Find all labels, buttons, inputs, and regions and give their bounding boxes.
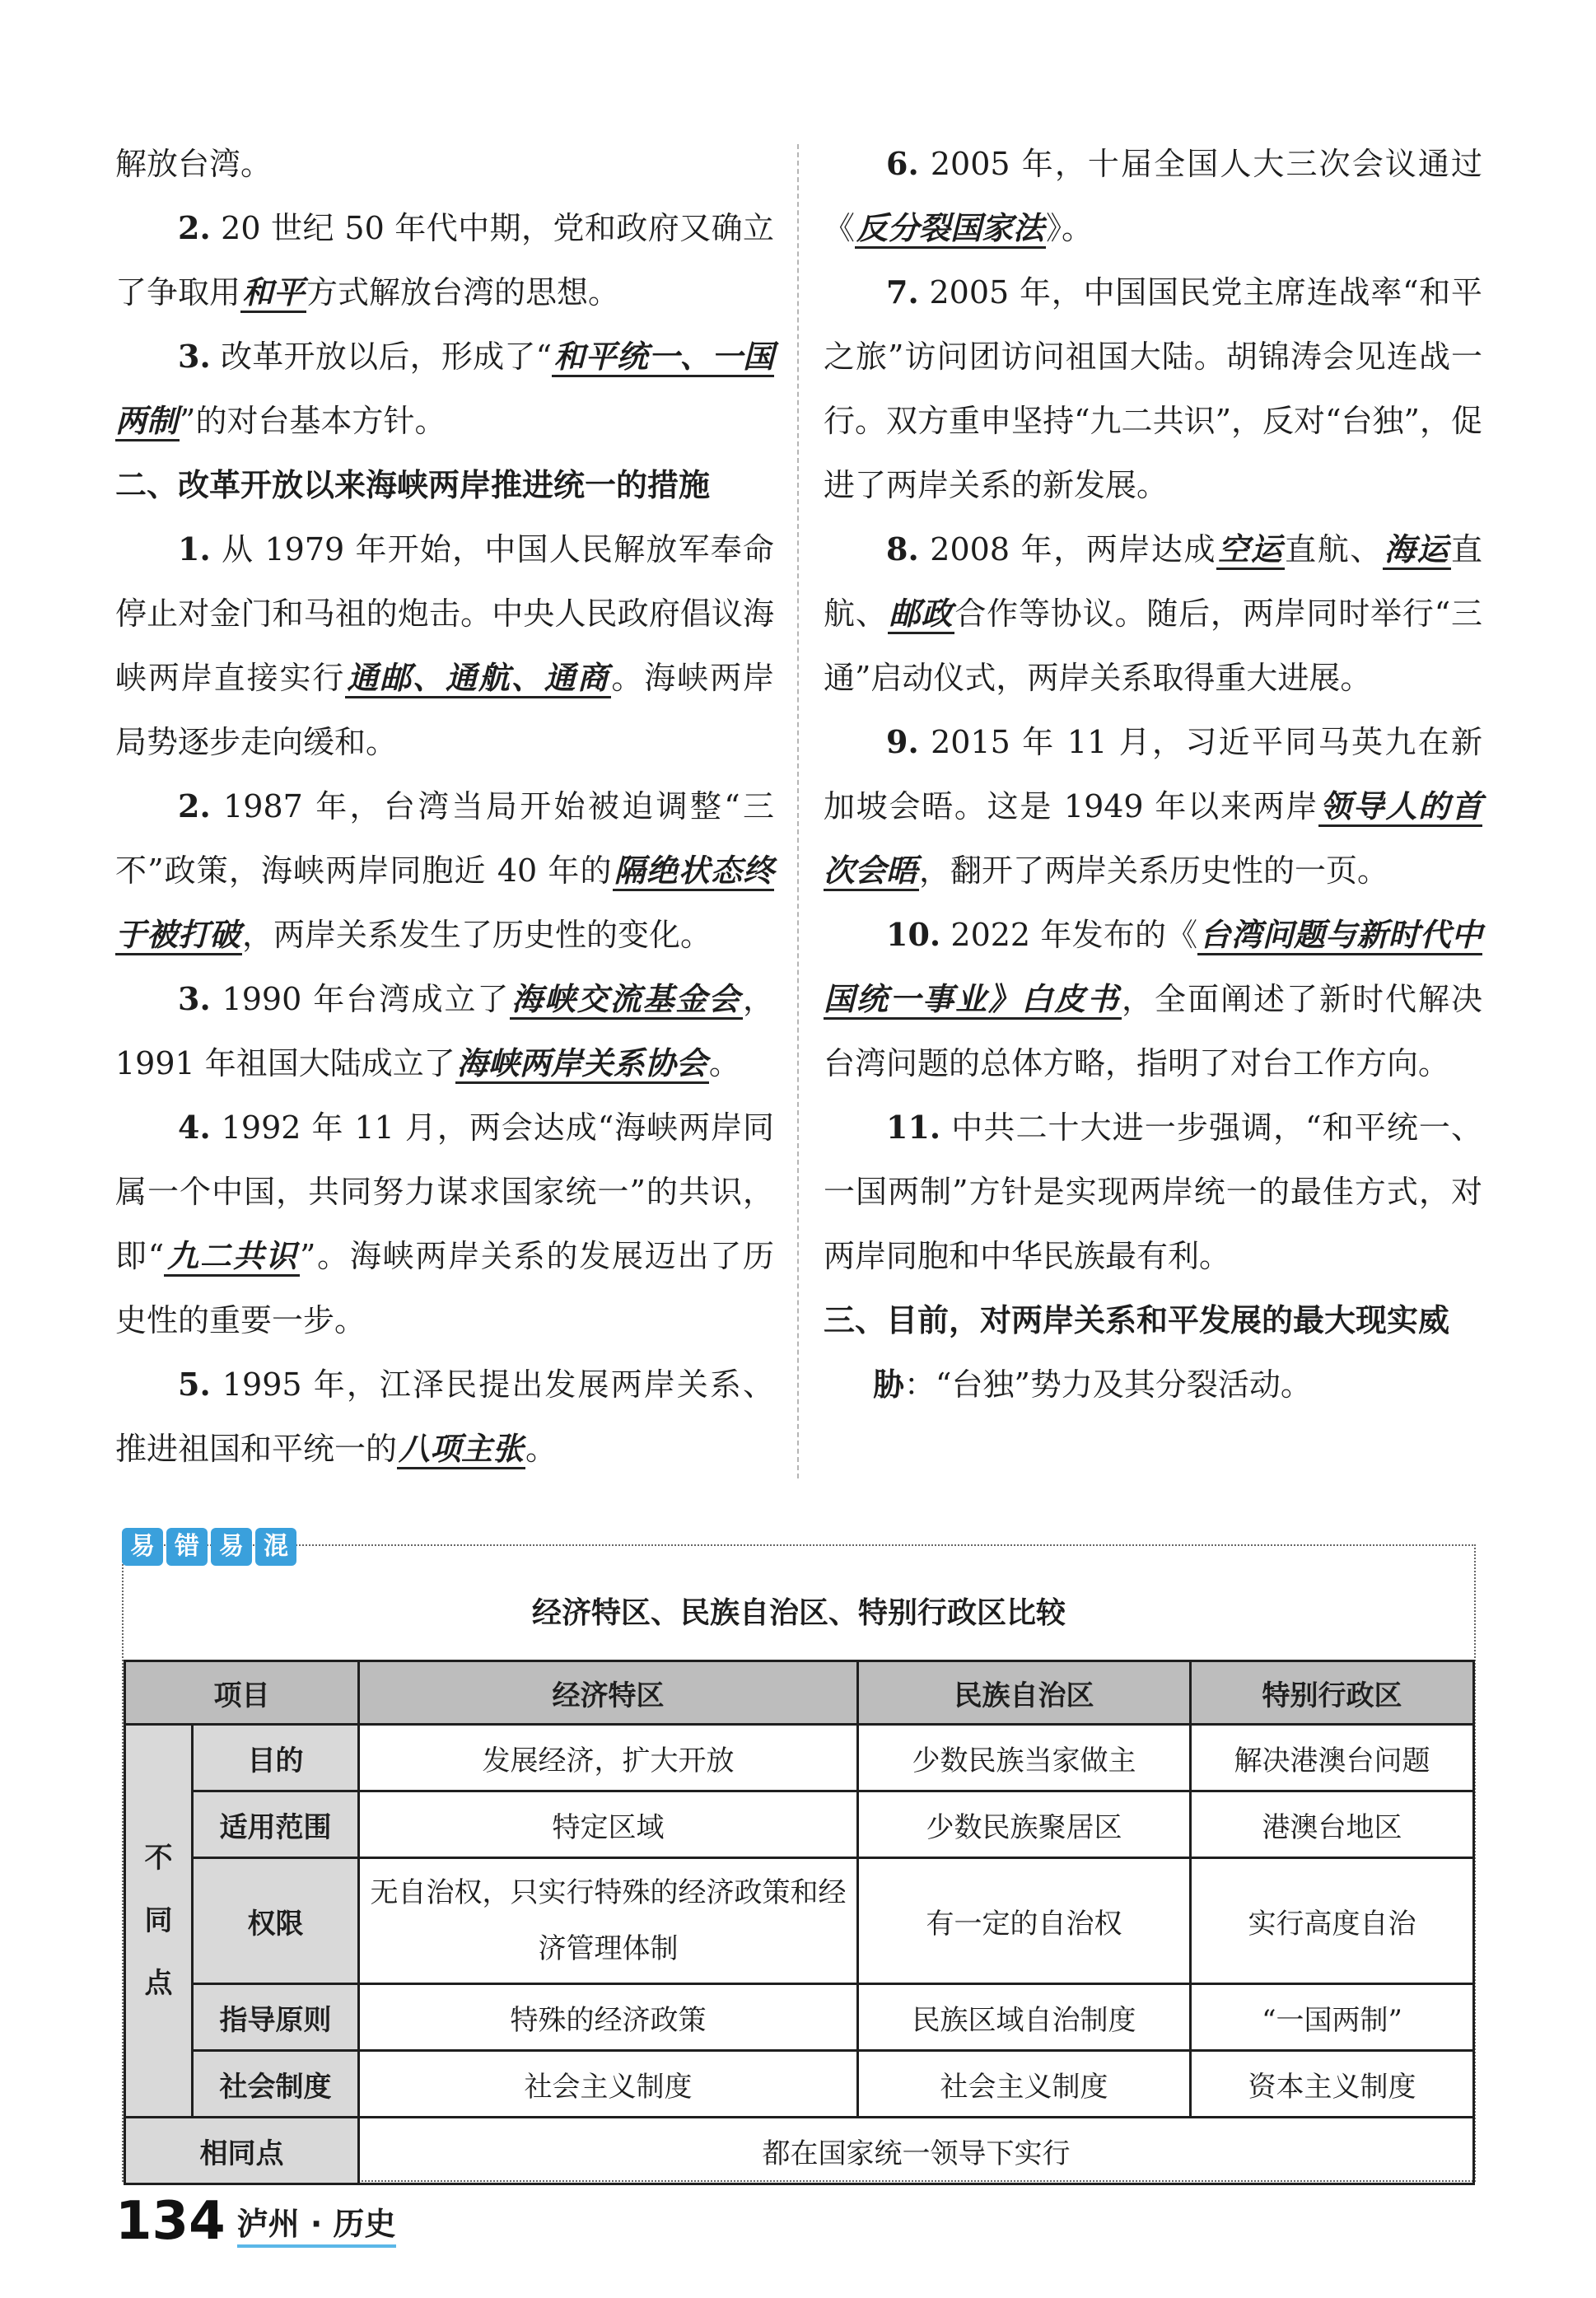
item-number: 8. [886, 530, 919, 567]
paragraph [824, 903, 1482, 1095]
paragraph [115, 325, 774, 453]
paragraph [115, 132, 774, 196]
paragraph [824, 710, 1482, 903]
paragraph-text: 》。 [1046, 210, 1094, 246]
table-cell: 特定区域 [359, 1791, 858, 1858]
table-cell: 解决港澳台问题 [1191, 1725, 1474, 1791]
item-number: 9. [886, 723, 919, 760]
item-number: 11. [886, 1109, 941, 1146]
item-number: 6. [886, 145, 919, 182]
paragraph-text: 。 [708, 1045, 740, 1081]
table-cell: 都在国家统一领导下实行 [359, 2118, 1474, 2184]
paragraph-text: 2015 年 11 月，习近平同马英九在新加坡会晤。这是 1949 年以来两岸 [824, 724, 1482, 824]
paragraph [824, 132, 1482, 260]
table-cell: 民族区域自治制度 [858, 1984, 1191, 2051]
item-number: 2. [178, 209, 211, 246]
handwritten-answer: 台湾问题与新时代中国统一事业》白皮书 [824, 917, 1482, 1020]
paragraph-text: 20 世纪 50 年代中期，党和政府又确立了争取用 [115, 210, 774, 311]
paragraph [115, 517, 774, 774]
row-label: 相同点 [125, 2118, 359, 2184]
handwritten-answer: 海峡两岸关系协会 [455, 1045, 709, 1084]
paragraph [824, 517, 1482, 710]
mistake-badge [122, 1528, 296, 1566]
paragraph-text: ，1991 年祖国大陆成立了 [115, 981, 774, 1081]
row-label: 权限 [193, 1858, 359, 1984]
item-number: 10. [886, 916, 941, 953]
handwritten-answer: 海峡交流基金会 [510, 981, 743, 1020]
paragraph [115, 967, 774, 1095]
paragraph [115, 1352, 774, 1481]
section-heading: 三、目前，对两岸关系和平发展的最大现实威 [824, 1302, 1450, 1338]
paragraph-text: 改革开放以后，形成了“ [210, 339, 553, 375]
item-number: 3. [178, 980, 211, 1017]
paragraph-text: ”的对台基本方针。 [180, 403, 446, 439]
paragraph-text: ”。海峡两岸关系的发展迈出了历史性的重要一步。 [115, 1238, 774, 1338]
table-cell: 有一定的自治权 [858, 1858, 1191, 1984]
paragraph-text: 2022 年发布的《 [940, 917, 1198, 953]
right-column [824, 132, 1482, 1417]
table-cell: 实行高度自治 [1191, 1858, 1474, 1984]
paragraph [824, 1095, 1482, 1288]
paragraph-text: 解放台湾。 [115, 146, 273, 182]
table-cell: 无自治权，只实行特殊的经济政策和经济管理体制 [359, 1858, 858, 1984]
paragraph-text: 。海峡两岸局势逐步走向缓和。 [115, 660, 774, 760]
table-header: 项目 [125, 1661, 359, 1725]
left-column [115, 132, 774, 1481]
table-row [125, 1858, 1474, 1984]
badge-char: 错 [166, 1528, 208, 1566]
item-number: 1. [178, 530, 211, 567]
paragraph-text: 2005 年，十届全国人大三次会议通过《 [824, 146, 1482, 246]
item-number: 2. [178, 787, 211, 824]
paragraph-text: 方式解放台湾的思想。 [306, 274, 620, 311]
table-header: 民族自治区 [858, 1661, 1191, 1725]
column-divider [797, 144, 799, 1478]
table-cell: 港澳台地区 [1191, 1791, 1474, 1858]
paragraph [115, 774, 774, 967]
badge-char: 易 [211, 1528, 252, 1566]
table-row [125, 1791, 1474, 1858]
heading-text: 胁 [873, 1366, 905, 1403]
table-header-row [125, 1661, 1474, 1725]
paragraph-text: 2005 年，中国国民党主席连战率“和平之旅”访问团访问祖国大陆。胡锦涛会见连战一行。双方重申坚持“九二共识”，反对“台独”，促进了两岸关系的新发展。 [824, 274, 1482, 503]
paragraph-text: 。 [525, 1431, 558, 1467]
page-footer [115, 2191, 396, 2252]
group-label-char: 不 [144, 1842, 173, 1875]
handwritten-answer: 和平统一、一国两制 [115, 339, 774, 441]
handwritten-answer: 海运 [1383, 531, 1451, 570]
handwritten-answer: 隔绝状态终于被打破 [115, 852, 774, 955]
paragraph-text: 1990 年台湾成立了 [210, 981, 511, 1017]
paragraph-text: 合作等协议。随后，两岸同时举行“三通”启动仪式，两岸关系取得重大进展。 [824, 596, 1482, 696]
item-number: 7. [886, 273, 919, 311]
paragraph-text: 直航、 [1285, 531, 1383, 567]
heading-answer: ：“台独”势力及其分裂活动。 [904, 1366, 1312, 1403]
group-label-char: 同 [144, 1904, 173, 1937]
section-heading: 二、改革开放以来海峡两岸推进统一的措施 [115, 467, 711, 503]
handwritten-answer: 通邮、通航、通商 [345, 660, 611, 698]
paragraph-text: 直航、 [824, 531, 1482, 632]
handwritten-answer: 和平 [240, 274, 306, 313]
row-label: 目的 [193, 1725, 359, 1791]
handwritten-answer: 八项主张 [397, 1431, 525, 1469]
book-label: 泸州 · 历史 [237, 2205, 396, 2248]
comparison-table [124, 1660, 1475, 2185]
paragraph-text: ，全面阐述了新时代解决台湾问题的总体方略，指明了对台工作方向。 [824, 981, 1482, 1081]
box-title: 经济特区、民族自治区、特别行政区比较 [531, 1596, 1066, 1630]
paragraph-text: 中共二十大进一步强调，“和平统一、一国两制”方针是实现两岸统一的最佳方式，对两岸同胞和中华民族最有利。 [824, 1109, 1482, 1274]
row-label: 适用范围 [193, 1791, 359, 1858]
item-number: 4. [178, 1109, 211, 1146]
handwritten-answer: 空运 [1216, 531, 1285, 570]
paragraph-text: 1992 年 11 月，两会达成“海峡两岸同属一个中国，共同努力谋求国家统一”的共识，即“ [115, 1109, 774, 1274]
badge-char: 混 [255, 1528, 296, 1566]
paragraph-text: ，翻开了两岸关系历史性的一页。 [919, 852, 1389, 889]
paragraph [115, 196, 774, 325]
table-cell: 少数民族当家做主 [858, 1725, 1191, 1791]
table-cell: “一国两制” [1191, 1984, 1474, 2051]
table-row [125, 1984, 1474, 2051]
paragraph-text: 1987 年，台湾当局开始被迫调整“三不”政策，海峡两岸同胞近 40 年的 [115, 788, 774, 889]
paragraph-text: ，两岸关系发生了历史性的变化。 [242, 917, 712, 953]
table-row [125, 1725, 1474, 1791]
paragraph-text: 从 1979 年开始，中国人民解放军奉命停止对金门和马祖的炮击。中央人民政府倡议海峡两岸直接实行 [115, 531, 774, 696]
badge-char: 易 [122, 1528, 163, 1566]
item-number: 3. [178, 338, 211, 375]
group-label-char: 点 [144, 1967, 173, 2000]
table-cell: 发展经济，扩大开放 [359, 1725, 858, 1791]
table-cell: 社会主义制度 [359, 2051, 858, 2118]
paragraph [824, 260, 1482, 517]
item-number: 5. [178, 1366, 211, 1403]
paragraph-text: 2008 年，两岸达成 [918, 531, 1217, 567]
paragraph-text: 1995 年，江泽民提出发展两岸关系、推进祖国和平统一的 [115, 1366, 774, 1467]
row-label: 指导原则 [193, 1984, 359, 2051]
table-header: 经济特区 [359, 1661, 858, 1725]
row-label: 社会制度 [193, 2051, 359, 2118]
section-heading-continued [824, 1352, 1482, 1417]
table-row [125, 2118, 1474, 2184]
paragraph [115, 1095, 774, 1352]
group-label [125, 1725, 193, 2118]
table-cell: 资本主义制度 [1191, 2051, 1474, 2118]
handwritten-answer: 九二共识 [164, 1238, 300, 1277]
table-cell: 社会主义制度 [858, 2051, 1191, 2118]
table-cell: 少数民族聚居区 [858, 1791, 1191, 1858]
handwritten-answer: 反分裂国家法 [855, 210, 1046, 249]
handwritten-answer: 邮政 [888, 596, 955, 634]
table-header: 特别行政区 [1191, 1661, 1474, 1725]
handwritten-answer: 领导人的首次会晤 [824, 788, 1482, 891]
page-number: 134 [115, 2191, 226, 2252]
table-cell: 特殊的经济政策 [359, 1984, 858, 2051]
table-row [125, 2051, 1474, 2118]
